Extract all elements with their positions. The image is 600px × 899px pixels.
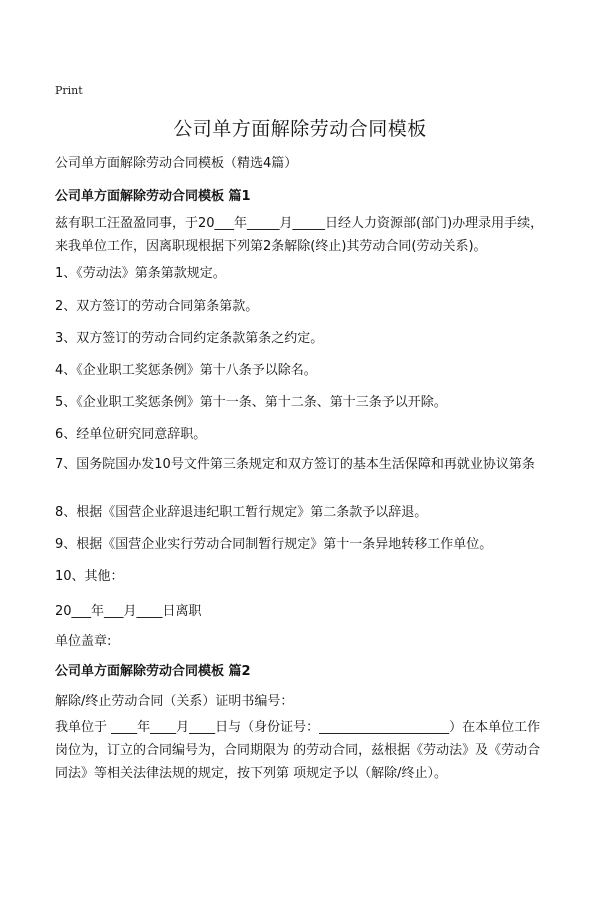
list-item-2: 2、双方签订的劳动合同第条第款。 [55,299,259,314]
leave-date-line: 20___年___月____日离职 [55,604,202,619]
list-item-6: 6、经单位研究同意辞职。 [55,427,207,442]
section1-intro: 兹有职工汪盈盈同事，于20___年_____月_____日经人力资源部(部门)办理录用手续，来我单位工作，因离职现根据下列第2条解除(终止)其劳动合同(劳动关系)。 [55,216,544,254]
list-item-8: 8、根据《国营企业辞退违纪职工暂行规定》第二条款予以辞退。 [55,505,428,520]
print-label: Print [55,84,83,97]
section2-heading: 公司单方面解除劳动合同模板 篇2 [55,664,251,679]
list-item-10: 10、其他： [55,569,124,584]
list-item-4: 4、《企业职工奖惩条例》第十八条予以除名。 [55,363,317,378]
list-item-7: 7、国务院国办发10号文件第三条规定和双方签订的基本生活保障和再就业协议第条 [55,457,535,472]
section1-heading: 公司单方面解除劳动合同模板 篇1 [55,189,251,204]
certificate-number-line: 解除/终止劳动合同（关系）证明书编号： [55,694,294,709]
list-item-5: 5、《企业职工奖惩条例》第十一条、第十二条、第十三条予以开除。 [55,395,447,410]
list-item-1: 1、《劳动法》第条第款规定。 [55,266,226,281]
list-item-3: 3、双方签订的劳动合同约定条款第条之约定。 [55,331,324,346]
document-title: 公司单方面解除劳动合同模板 [173,118,427,140]
unit-seal-line: 单位盖章: [55,634,112,649]
document-subtitle: 公司单方面解除劳动合同模板（精选4篇） [55,156,298,171]
section2-body: 我单位于 ____年____月____日与（身份证号：____________________）在本单位工作岗位为，订立的合同编号为，合同期限为 的劳动合同，兹根据《劳动法》及《劳动合同法》等相关法律法规的规定，按下列第 项规定予以（解除/终止）。 [55,720,541,781]
list-item-9: 9、根据《国营企业实行劳动合同制暂行规定》第十一条异地转移工作单位。 [55,537,493,552]
